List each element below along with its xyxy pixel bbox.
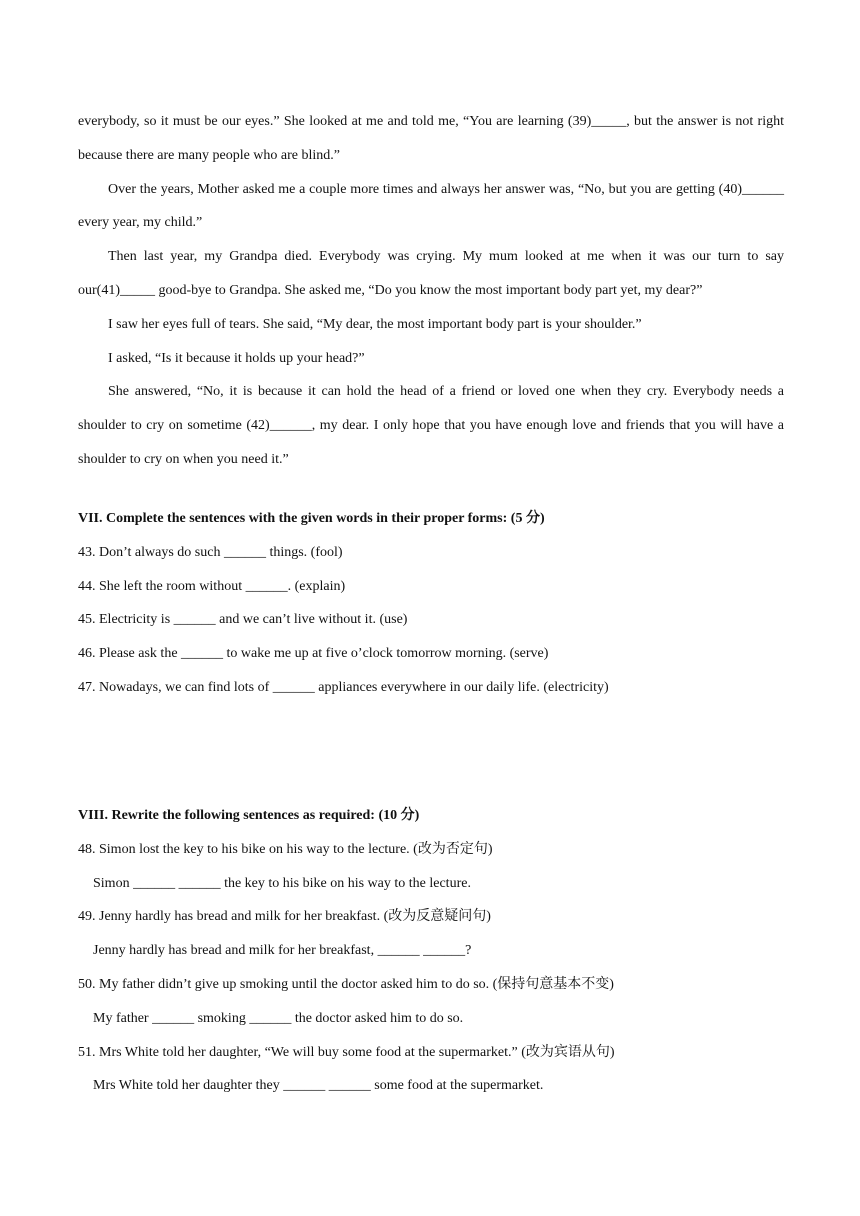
section-title: VII. Complete the sentences with the given words in their proper forms: (5 分) (78, 511, 545, 526)
question-item: 43. Don’t always do such ______ things. (fool) (78, 544, 343, 560)
passage-paragraph: I asked, “Is it because it holds up your head?” (108, 350, 365, 366)
section-viii (78, 799, 784, 1103)
reading-passage (78, 105, 784, 477)
question-list (78, 833, 784, 1103)
passage-paragraph: Then last year, my Grandpa died. Everybody was crying. My mum looked at me when it was our turn to say our(41)_____ good-bye to Grandpa. She asked me, “Do you know the most important body part yet, my dear?” (78, 249, 784, 298)
section-vii (78, 502, 784, 705)
answer-line: My father ______ smoking ______ the doctor asked him to do so. (93, 1010, 464, 1026)
question-item: 44. She left the room without ______. (explain) (78, 578, 346, 594)
answer-line: Simon ______ ______ the key to his bike on his way to the lecture. (93, 875, 471, 891)
section-title: VIII. Rewrite the following sentences as required: (10 分) (78, 808, 420, 823)
question-item: 49. Jenny hardly has bread and milk for her breakfast. (改为反意疑问句) (78, 909, 491, 925)
question-list (78, 536, 784, 705)
answer-line: Jenny hardly has bread and milk for her breakfast, ______ ______? (93, 943, 472, 959)
passage-paragraph: She answered, “No, it is because it can hold the head of a friend or loved one when they cry. Everybody needs a shoulder to cry on sometime (42)______, my dear. I only hope that you have enough love and friends that you will have a shoulder to cry on when you need it.” (78, 384, 784, 467)
question-item: 50. My father didn’t give up smoking until the doctor asked him to do so. (保持句意基本不变) (78, 976, 614, 992)
question-item: 45. Electricity is ______ and we can’t live without it. (use) (78, 612, 408, 628)
answer-line: Mrs White told her daughter they ______ ______ some food at the supermarket. (93, 1078, 544, 1094)
question-item: 51. Mrs White told her daughter, “We will buy some food at the supermarket.” (改为宾语从句) (78, 1044, 615, 1060)
question-item: 48. Simon lost the key to his bike on his way to the lecture. (改为否定句) (78, 841, 493, 857)
passage-paragraph: everybody, so it must be our eyes.” She looked at me and told me, “You are learning (39)_____, but the answer is not right because there are many people who are blind.” (78, 114, 784, 163)
document-page (78, 105, 784, 1094)
question-item: 46. Please ask the ______ to wake me up at five o’clock tomorrow morning. (serve) (78, 646, 549, 662)
passage-paragraph: Over the years, Mother asked me a couple more times and always her answer was, “No, but you are getting (40)______ every year, my child.” (78, 181, 784, 231)
passage-paragraph: I saw her eyes full of tears. She said, “My dear, the most important body part is your shoulder.” (108, 316, 642, 332)
question-item: 47. Nowadays, we can find lots of ______ appliances everywhere in our daily life. (electricity) (78, 679, 609, 695)
